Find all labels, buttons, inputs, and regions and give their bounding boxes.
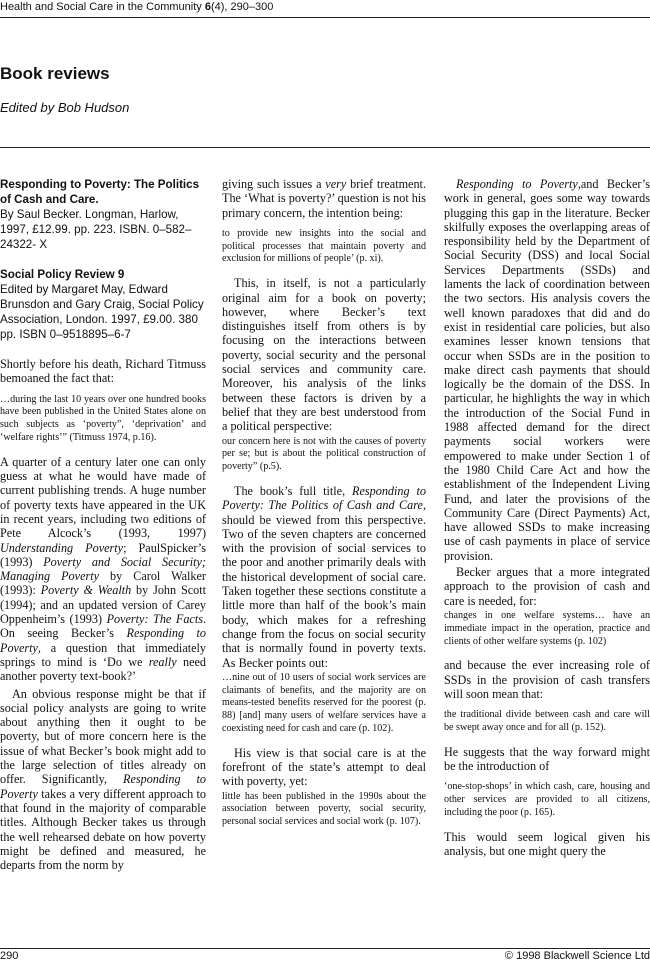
- block-quote: changes in one welfare systems… have an immediate impact in the operation, practice and clients of other welfare systems (p. 102): [444, 609, 650, 647]
- paragraph: Responding to Poverty,and Becker’s work in general, goes some way towards plugging this gap in the literature. Becker skilfully exposes the overlapping areas of responsibility held by the Department of Social Security (DSS) and local Social Services Departments (SSDs) and laments the lack of coordination between the two sectors. His analysis covers the well known paradoxes that did and do exist in residential care policies, but also examines lesser known tensions that occur when SSDs are in the position to make direct cash payments that should logically be the domain of the DSS. In particular, he highlights the way in which the introduction of the Social Fund in 1988 affected demand for the direct payments social workers were empowered to make under Section 1 of the 1980 Child Care Act and how the establishment of the Independent Living Fund, and later the provisions of the Community Care (Direct Payments) Act, have allowed SSDs to make increasing use of cash payments in place of service provision.: [444, 177, 650, 563]
- paragraph: This, in itself, is not a particularly original aim for a book on poverty; however, where Becker’s text distinguishes itself from others is by focusing on the interactions between poverty, social security and the personal social services and community care. Moreover, his analysis of the links between these factors is driven by a belief that they are best understood from a political perspective:: [222, 276, 426, 434]
- block-quote: …during the last 10 years over one hundred books have been published in the United States alone on such subjects as ‘poverty”, ‘deprivation’ and ‘welfare rights’” (Titmuss 1974, p.16).: [0, 393, 206, 443]
- column-1: [0, 177, 206, 945]
- paragraph: His view is that social care is at the forefront of the state’s attempt to deal with poverty, yet:: [222, 745, 426, 789]
- copyright-notice: © 1998 Blackwell Science Ltd: [504, 950, 650, 962]
- editor-line: Edited by Bob Hudson: [0, 100, 130, 115]
- footer-rule: [0, 948, 650, 949]
- book-entry: [0, 267, 206, 342]
- book-details: Edited by Margaret May, Edward Brunsdon and Gary Craig, Social Policy Association, London. 1997, £9.00. 380 pp. ISBN 0–9518895–6-7: [0, 283, 204, 341]
- issue-pages: (4), 290–300: [210, 1, 274, 13]
- top-rule: [0, 17, 650, 18]
- section-title: Book reviews: [0, 64, 110, 83]
- block-quote: …nine out of 10 users of social work services are claimants of benefits, and the majority are on means-tested benefits reserved for the poorest (p. 88) [and] many users of welfare services have a coexisting need for cash and care (p. 102).: [222, 671, 426, 734]
- volume-number: 6: [204, 1, 211, 13]
- block-quote: our concern here is not with the causes of poverty per se; but is about the political construction of poverty” (p.5).: [222, 435, 426, 473]
- paragraph: He suggests that the way forward might be the introduction of: [444, 744, 650, 774]
- column-2: [222, 177, 426, 945]
- paragraph: This would seem logical given his analysis, but one might query the: [444, 829, 650, 859]
- paragraph: The book’s full title, Responding to Poverty: The Politics of Cash and Care, should be viewed from this perspective. Two of the seven chapters are concerned with the provision of social services to the poor and another primarily deals with the historical development of social care. Taken together these sections constitute a little more than half of the book’s main body, which makes for a refreshing change from the focus on social security that is normally found in poverty texts. As Becker points out:: [222, 483, 426, 670]
- book-entry: [0, 177, 206, 252]
- paragraph: and because the ever increasing role of SSDs in the provision of cash transfers will soon mean that:: [444, 658, 650, 701]
- paragraph: An obvious response might be that if social policy analysts are going to write about anything then it ought to be poverty, but of more concern here is the issue of what Becker’s book might add to the large selection of titles already on offer. Significantly, Responding to Poverty takes a very different approach to that found in the majority of comparable titles. Although Becker takes us through the well rehearsed debate on how poverty might be defined and measured, he departs from the norm by: [0, 686, 206, 873]
- block-quote: little has been published in the 1990s about the association between poverty, social security, personal social services and social work (p. 107).: [222, 790, 426, 828]
- book-details: By Saul Becker. Longman, Harlow, 1997, £12.99. pp. 223. ISBN. 0–582–24322- X: [0, 208, 192, 251]
- journal-name: Health and Social Care in the Community: [0, 1, 205, 13]
- book-title: Responding to Poverty: The Politics of Cash and Care.: [0, 178, 200, 206]
- paragraph: Shortly before his death, Richard Titmuss bemoaned the fact that:: [0, 357, 206, 386]
- block-quote: the traditional divide between cash and care will be swept away once and for all (p. 152).: [444, 709, 650, 733]
- block-quote: ‘one-stop-shops’ in which cash, care, housing and other services are provided to all citizens, including the poor (p. 165).: [444, 781, 650, 818]
- paragraph: giving such issues a very brief treatment. The ‘What is poverty?’ question is not his primary concern, the intention being:: [222, 177, 426, 220]
- book-title: Social Policy Review 9: [0, 268, 125, 281]
- paragraph: Becker argues that a more integrated approach to the provision of cash and care is needed, for:: [444, 565, 650, 608]
- column-3: [444, 177, 650, 945]
- header-rule: [0, 147, 650, 148]
- paragraph: A quarter of a century later one can only guess at what he would have made of current publishing trends. A huge number of poverty texts have appeared in the UK in recent years, including two editions of Pete Alcock’s (1993, 1997) Understanding Poverty; PaulSpicker’s (1993) Poverty and Social Security; Managing Poverty by Carol Walker (1993): Poverty & Wealth by John Scott (1994); and an updated version of Carey Oppenheim’s (1993) Poverty: The Facts. On seeing Becker’s Responding to Poverty, a question that immediately springs to mind is ‘Do we really need another poverty text-book?’: [0, 454, 206, 684]
- page-number: 290: [0, 950, 19, 962]
- block-quote: to provide new insights into the social and political processes that maintain poverty and exclusion for millions of people’ (p. xi).: [222, 227, 426, 265]
- running-head: [0, 0, 650, 16]
